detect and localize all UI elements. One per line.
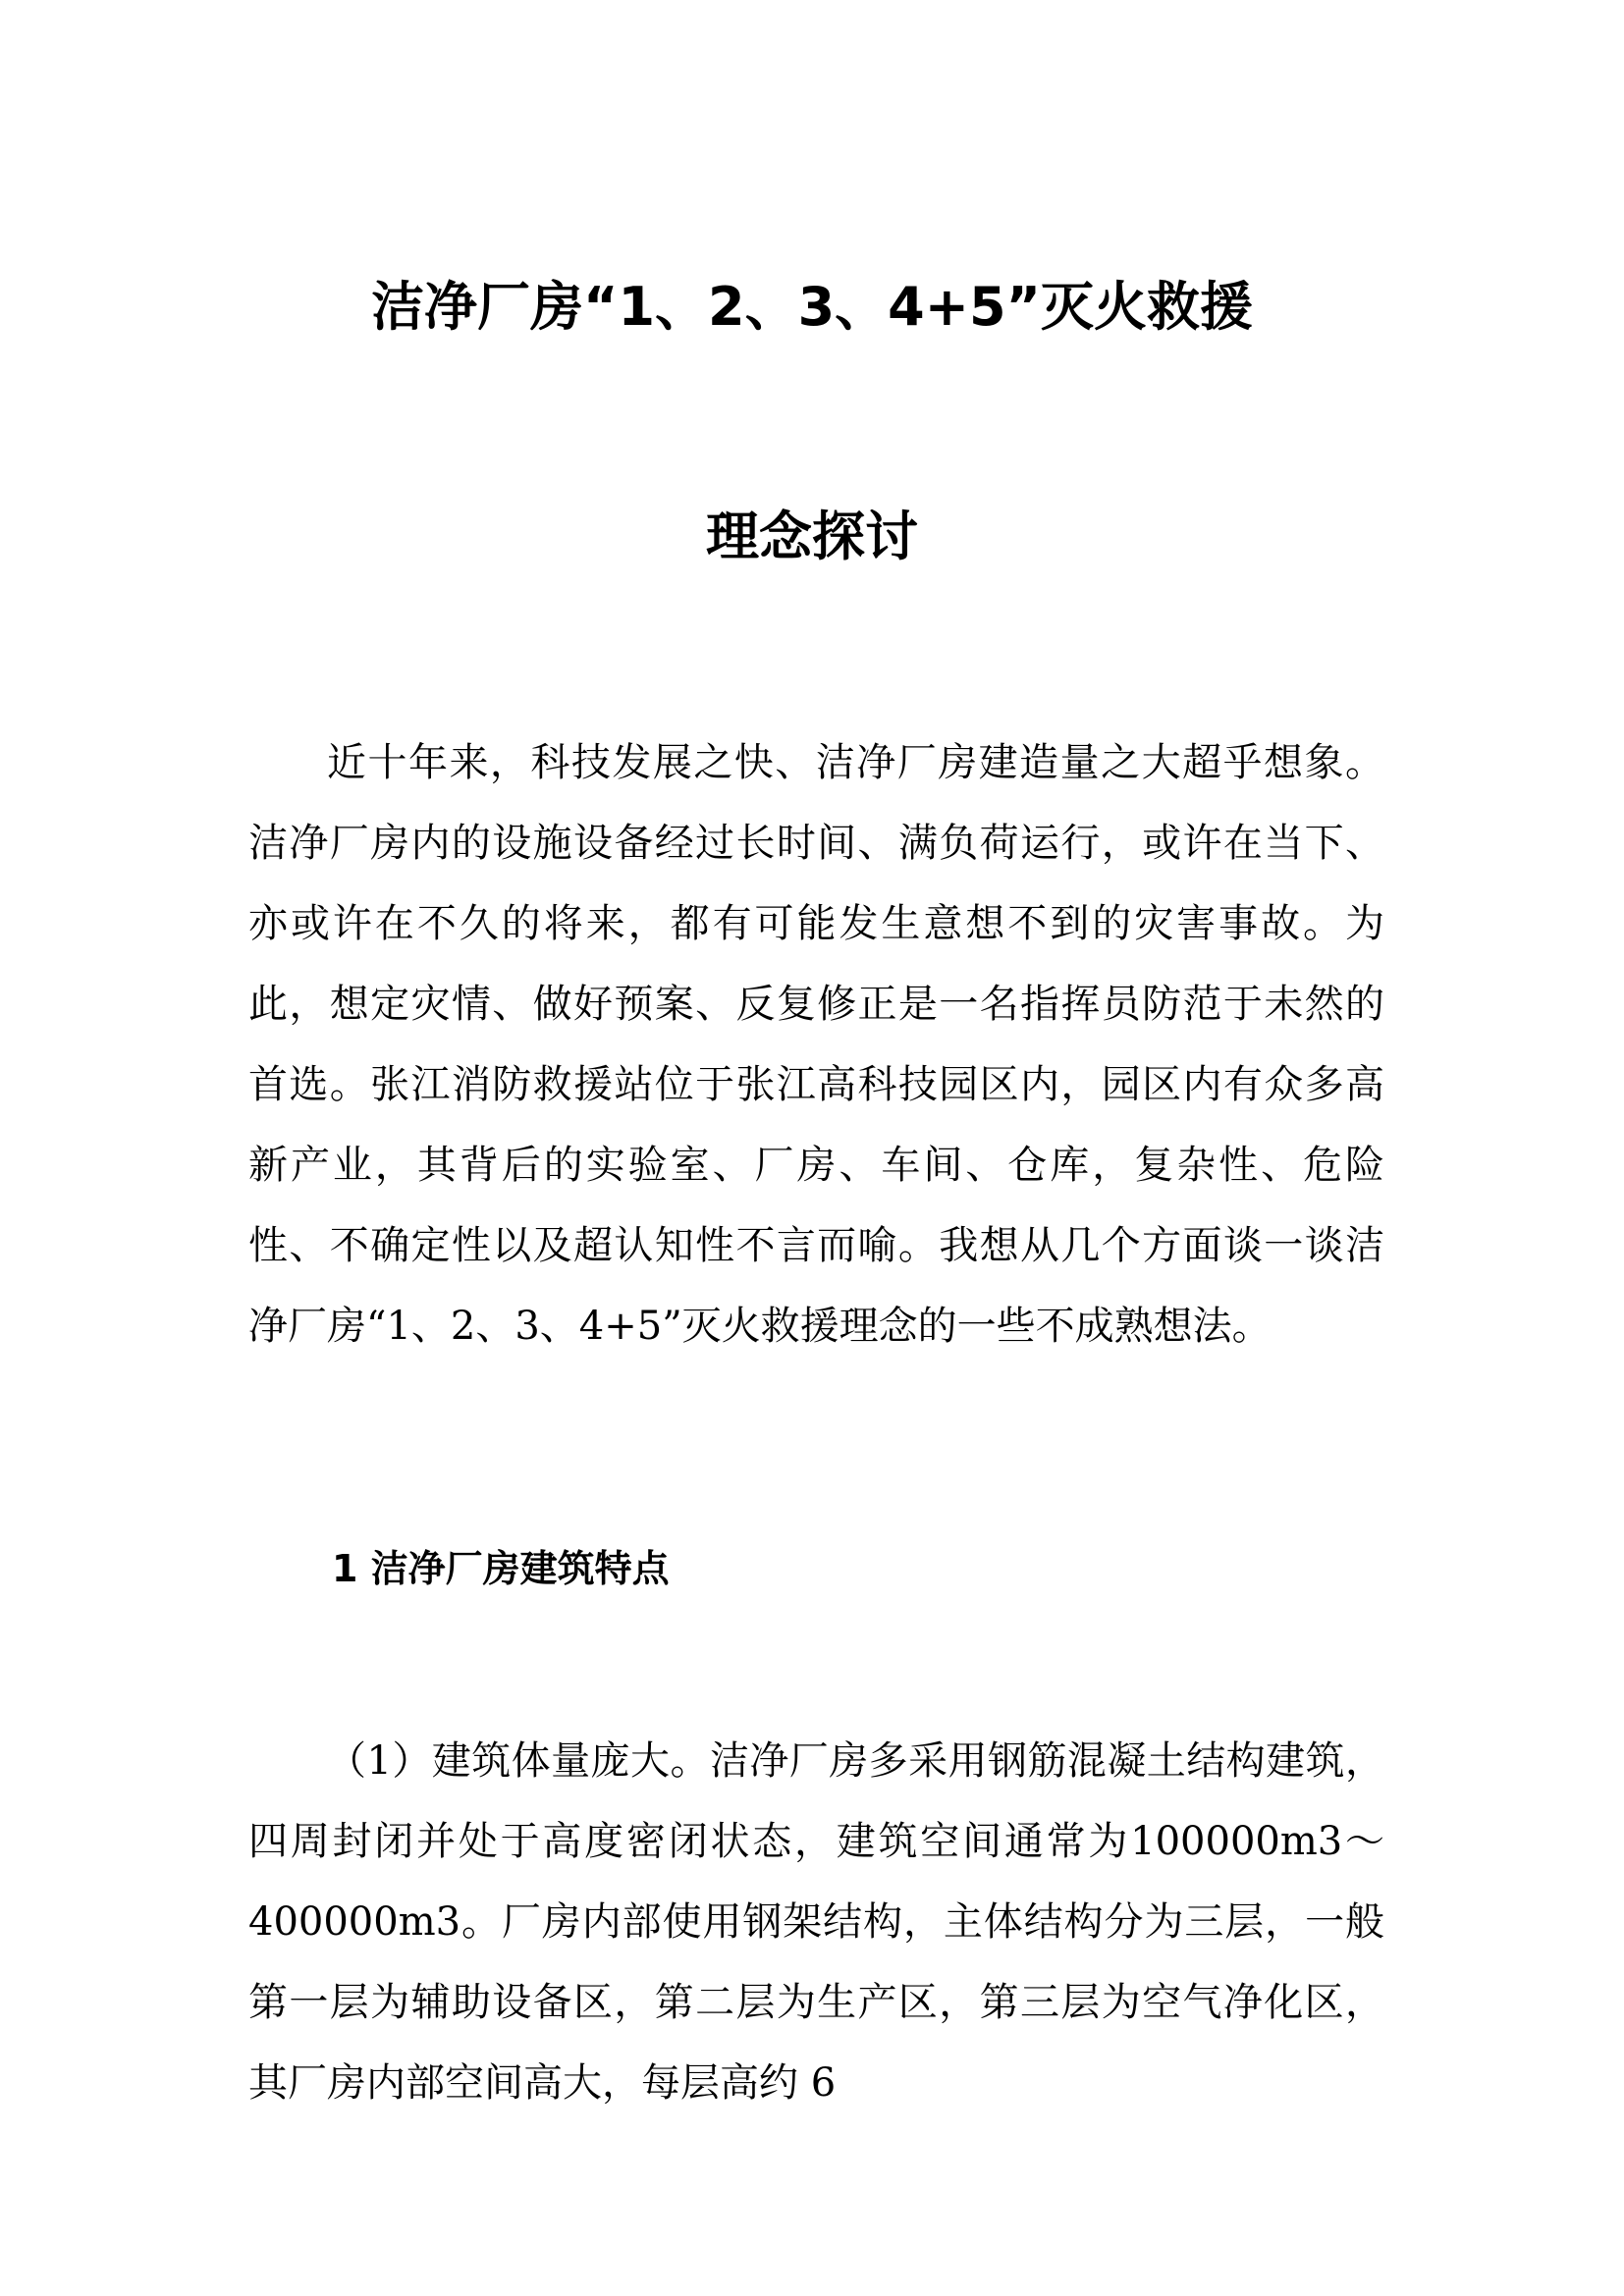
intro-paragraph: 近十年来，科技发展之快、洁净厂房建造量之大超乎想象。洁净厂房内的设施设备经过长时间、满负荷运行，或许在当下、亦或许在不久的将来，都有可能发生意想不到的灾害事故。为此，想定灾情、做好预案、反复修正是一名指挥员防范于未然的首选。张江消防救援站位于张江高科技园区内，园区内有众多高新产业，其背后的实验室、厂房、车间、仓库，复杂性、危险性、不确定性以及超认知性不言而喻。我想从几个方面谈一谈洁净厂房“1、2、3、4+5”灭火救援理念的一些不成熟想法。 <box>248 740 1384 1349</box>
document-title-line-2: 理念探讨 <box>706 506 918 567</box>
intro-section <box>248 722 1384 1366</box>
section-1-paragraph-1: （1）建筑体量庞大。洁净厂房多采用钢筋混凝土结构建筑，四周封闭并处于高度密闭状态，建筑空间通常为100000m3～400000m3。厂房内部使用钢架结构，主体结构分为三层，一般第一层为辅助设备区，第二层为生产区，第三层为空气净化区，其厂房内部空间高大，每层高约 6 <box>248 1738 1384 2106</box>
section-1-heading: 1 洁净厂房建筑特点 <box>332 1547 670 1590</box>
section-1-body <box>248 1721 1384 2123</box>
document-title-line-1: 洁净厂房“1、2、3、4+5”灭火救援 <box>370 276 1254 338</box>
